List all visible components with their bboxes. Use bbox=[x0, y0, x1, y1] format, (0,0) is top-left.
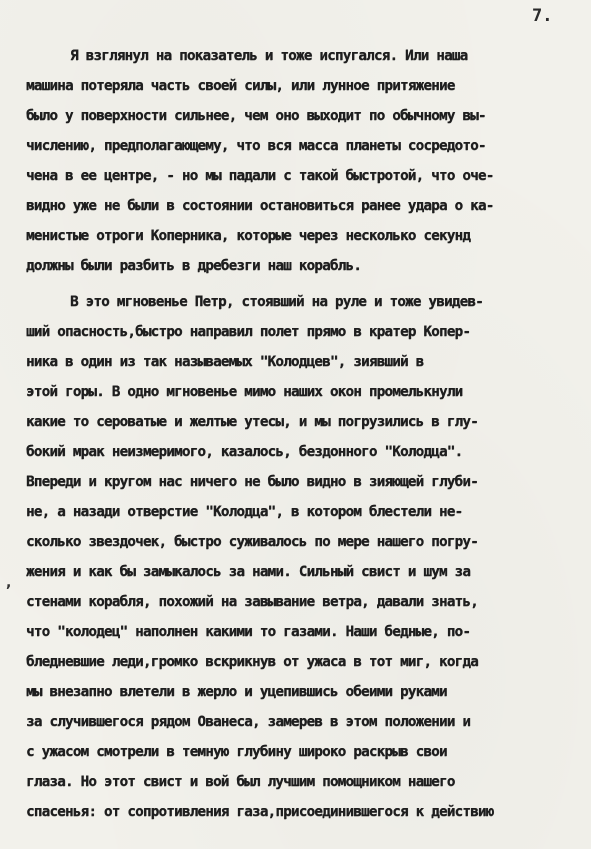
text-line: было у поверхности сильнее, чем оно выходит по обычному вы- bbox=[26, 108, 486, 124]
text-line: бокий мрак неизмеримого, казалось, бездонного "Колодца". bbox=[26, 444, 463, 460]
text-line: сколько звездочек, быстро суживалось по мере нашего погру- bbox=[26, 534, 478, 550]
text-line: числению, предполагающему, что вся масса планеты сосредото- bbox=[26, 138, 486, 154]
text-line: с ужасом смотрели в темную глубину широко раскрыв свои bbox=[26, 744, 447, 760]
text-line: за случившегося рядом Ованеса, замерев в этом положении и bbox=[26, 714, 471, 730]
text-line: мы внезапно влетели в жерло и уцепившись обеими руками bbox=[26, 684, 447, 700]
text-line: видно уже не были в состоянии остановиться ранее удара о ка- bbox=[26, 198, 494, 214]
text-line: Впереди и кругом нас ничего не было видно в зияющей глуби- bbox=[26, 474, 478, 490]
text-line: ший опасность,быстро направил полет прямо в кратер Копер- bbox=[26, 324, 471, 340]
text-line: какие то сероватые и желтые утесы, и мы погрузились в глу- bbox=[26, 414, 478, 430]
text-line: должны были разбить в дребезги наш корабль. bbox=[26, 258, 362, 274]
text-line: что "колодец" наполнен какими то газами. Наши бедные, по- bbox=[26, 624, 471, 640]
text-line: менистые отроги Коперника, которые через несколько секунд bbox=[26, 228, 471, 244]
text-line: В это мгновенье Петр, стоявший на руле и тоже увидев- bbox=[70, 294, 483, 310]
text-line: ника в один из так называемых "Колодцев", зиявший в bbox=[26, 354, 424, 370]
text-line: жения и как бы замыкалось за нами. Сильный свист и шум за bbox=[26, 564, 471, 580]
text-line: спасенья: от сопротивления газа,присоединившегося к действию bbox=[26, 804, 494, 820]
text-line: этой горы. В одно мгновенье мимо наших окон промелькнули bbox=[26, 384, 463, 400]
margin-mark: , bbox=[6, 575, 12, 591]
text-line: машина потеряла часть своей силы, или лунное притяжение bbox=[26, 78, 455, 94]
text-line: Я взглянул на показатель и тоже испугался. Или наша bbox=[70, 48, 468, 64]
text-line: не, а назади отверстие "Колодца", в котором блестели не- bbox=[26, 504, 463, 520]
page-number: 7. bbox=[532, 6, 553, 26]
text-line: бледневшие леди,громко вскрикнув от ужаса в тот миг, когда bbox=[26, 654, 478, 670]
text-line: стенами корабля, похожий на завывание ветра, давали знать, bbox=[26, 594, 478, 610]
text-line: глаза. Но этот свист и вой был лучшим помощником нашего bbox=[26, 774, 455, 790]
text-line: чена в ее центре, - но мы падали с такой быстротой, что оче- bbox=[26, 168, 494, 184]
